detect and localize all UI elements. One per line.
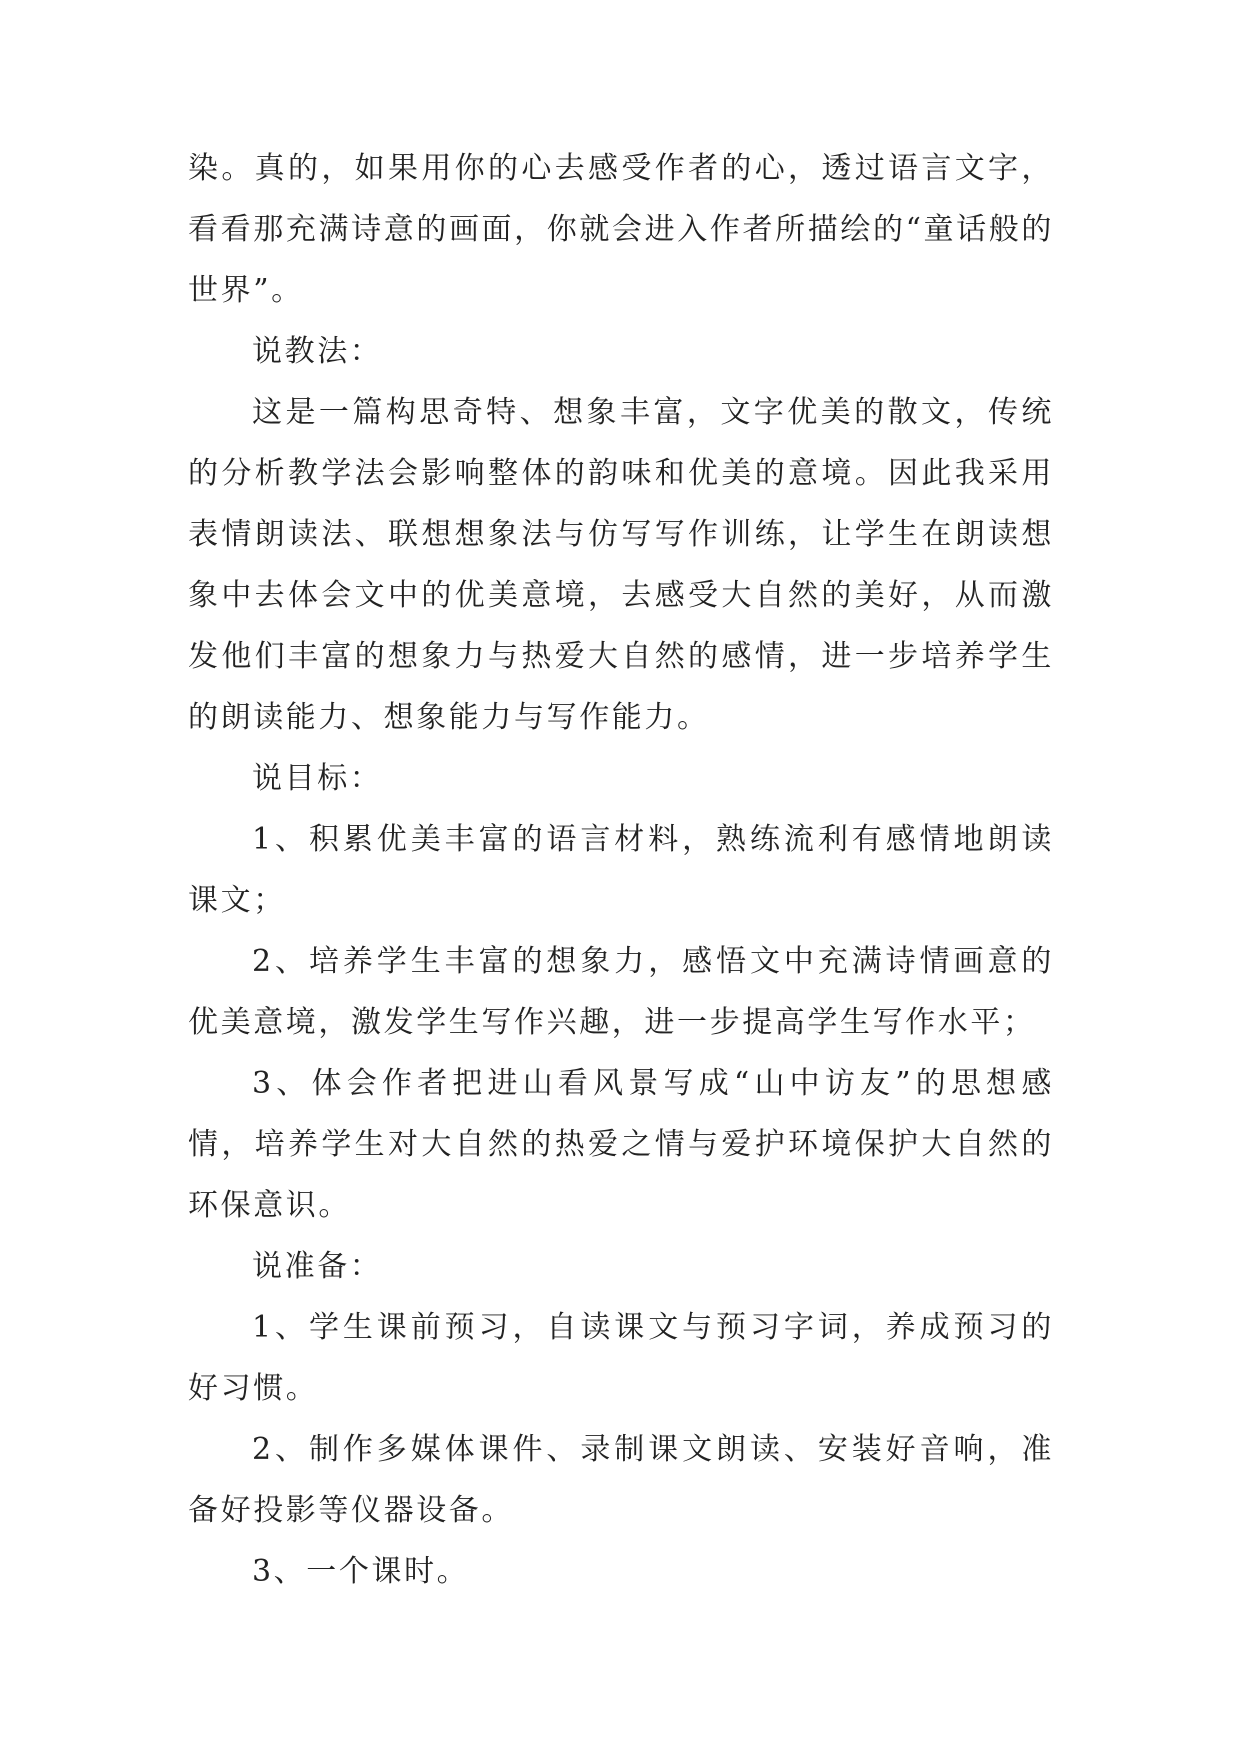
preparation-item: 3、一个课时。 (252, 1554, 470, 1589)
objectives-heading: 说目标： (252, 761, 383, 796)
objective-item: 2、培养学生丰富的想象力，感悟文中充满诗情画意的优美意境，激发学生写作兴趣，进一步提高学生写作水平； (188, 944, 1054, 1040)
preparation-item: 2、制作多媒体课件、录制课文朗读、安装好音响，准备好投影等仪器设备。 (188, 1432, 1054, 1528)
objective-item: 3、体会作者把进山看风景写成“山中访友”的思想感情，培养学生对大自然的热爱之情与爱护环境保护大自然的环保意识。 (188, 1066, 1054, 1223)
preparation-item: 1、学生课前预习，自读课文与预习字词，养成预习的好习惯。 (188, 1310, 1054, 1406)
document-page (188, 138, 1054, 1602)
objective-item: 1、积累优美丰富的语言材料，熟练流利有感情地朗读课文； (188, 822, 1054, 918)
teaching-method-heading: 说教法： (252, 334, 383, 369)
preparation-heading: 说准备： (252, 1249, 383, 1284)
continued-paragraph: 染。真的，如果用你的心去感受作者的心，透过语言文字，看看那充满诗意的画面，你就会进入作者所描绘的“童话般的世界”。 (188, 151, 1054, 308)
teaching-method-body: 这是一篇构思奇特、想象丰富，文字优美的散文，传统的分析教学法会影响整体的韵味和优美的意境。因此我采用表情朗读法、联想想象法与仿写写作训练，让学生在朗读想象中去体会文中的优美意境，去感受大自然的美好，从而激发他们丰富的想象力与热爱大自然的感情，进一步培养学生的朗读能力、想象能力与写作能力。 (188, 395, 1054, 735)
